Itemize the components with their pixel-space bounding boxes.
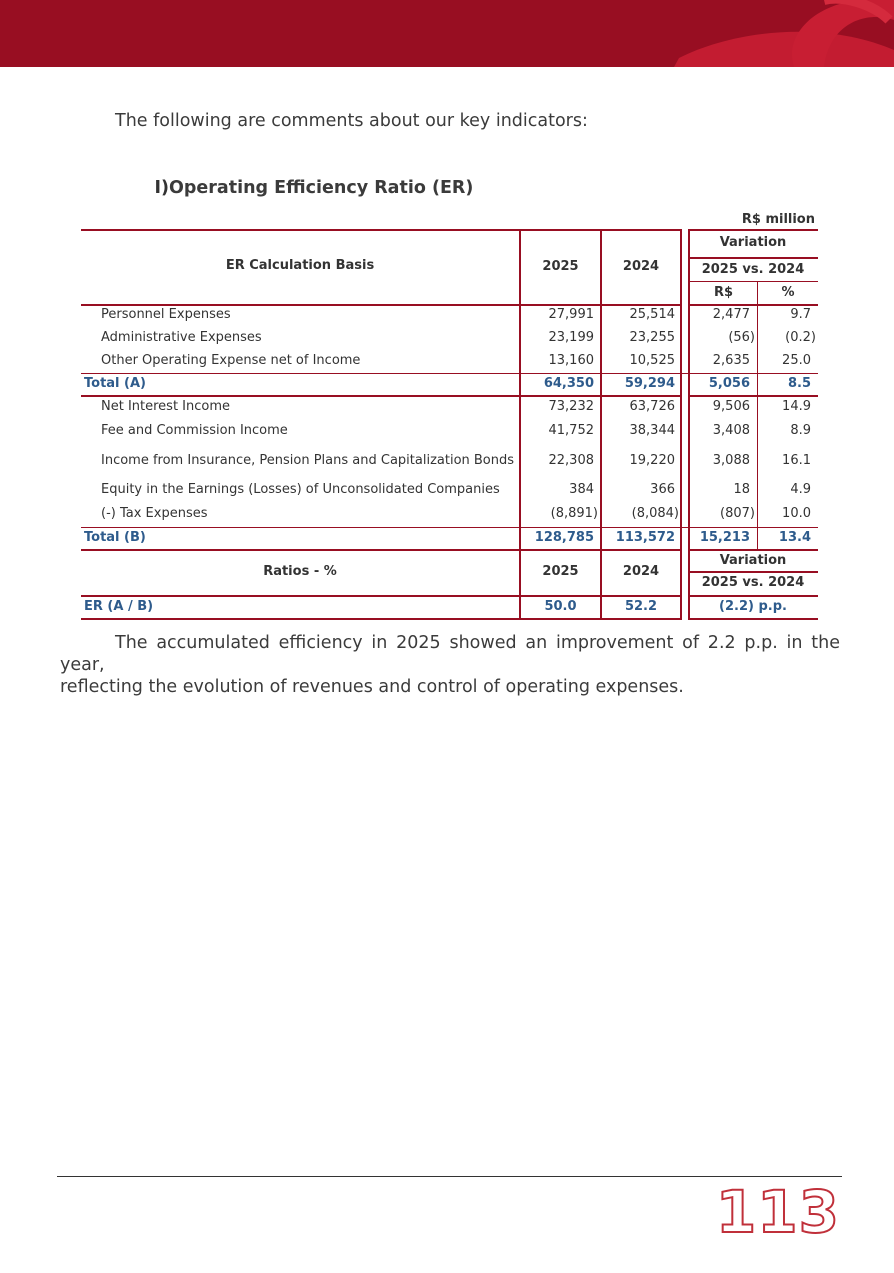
header-basis: ER Calculation Basis: [225, 258, 375, 273]
er-2024: 52.2: [624, 599, 658, 614]
ratios-header-label: Ratios - %: [263, 564, 337, 579]
table-rule: [757, 281, 758, 551]
cell-2025: 384: [569, 482, 594, 497]
header-variation: Variation: [719, 235, 787, 250]
cell-var: (56): [728, 330, 755, 345]
cell-2025: 23,199: [548, 330, 594, 345]
row-label: Other Operating Expense net of Income: [101, 353, 361, 368]
table-rule: [688, 595, 818, 597]
cell-var: 3,408: [712, 423, 750, 438]
table-rule: [81, 229, 682, 231]
table-rule: [688, 618, 818, 620]
row-label: Fee and Commission Income: [101, 423, 288, 438]
table-rule: [688, 257, 818, 259]
footer-divider: [57, 1176, 842, 1177]
cell-2024: 23,255: [629, 330, 675, 345]
header-var-rs: R$: [713, 285, 734, 300]
cell-2025: 27,991: [548, 307, 594, 322]
cell-2024: 113,572: [615, 530, 675, 545]
cell-2024: 10,525: [629, 353, 675, 368]
ratios-header-2024: 2024: [622, 564, 660, 579]
cell-var: 5,056: [708, 376, 750, 391]
table-rule: [688, 395, 818, 397]
cell-2024: 63,726: [629, 399, 675, 414]
cell-2025: (8,891): [550, 506, 598, 521]
cell-2024: 38,344: [629, 423, 675, 438]
header-banner: [0, 0, 894, 67]
er-2025: 50.0: [544, 599, 577, 614]
cell-2025: 73,232: [548, 399, 594, 414]
cell-pct: 16.1: [782, 453, 811, 468]
table-rule: [688, 571, 818, 573]
table-rule: [81, 595, 682, 597]
cell-pct: 8.5: [787, 376, 811, 391]
er-label: ER (A / B): [84, 599, 154, 614]
table-rule: [688, 304, 818, 306]
section-title: Operating Efficiency Ratio (ER): [169, 178, 474, 198]
header-2025: 2025: [542, 259, 579, 274]
row-label: Net Interest Income: [101, 399, 231, 414]
er-table: [81, 229, 818, 621]
table-rule: [81, 373, 818, 374]
page-number: 113: [715, 1178, 840, 1246]
cell-var: (807): [720, 506, 755, 521]
table-rule: [81, 527, 818, 528]
cell-2024: 25,514: [629, 307, 675, 322]
table-rule: [680, 229, 682, 620]
table-rule: [688, 229, 818, 231]
row-label: (-) Tax Expenses: [101, 506, 208, 521]
conclusion-line-1: The accumulated efficiency in 2025 showed an improvement of 2.2 p.p. in the year,: [60, 633, 840, 675]
row-label: Equity in the Earnings (Losses) of Unconsolidated Companies: [101, 482, 500, 497]
cell-var: 15,213: [699, 530, 750, 545]
row-label: Income from Insurance, Pension Plans and Capitalization Bonds: [101, 453, 515, 468]
row-label: Administrative Expenses: [101, 330, 262, 345]
table-rule: [81, 549, 682, 551]
total-a-label: Total (A): [84, 376, 146, 391]
cell-2024: (8,084): [631, 506, 679, 521]
cell-pct: (0.2): [785, 330, 816, 345]
er-variation: (2.2) p.p.: [719, 599, 787, 614]
conclusion-paragraph: [60, 632, 840, 698]
row-label: Personnel Expenses: [101, 307, 231, 322]
cell-2024: 366: [650, 482, 675, 497]
section-heading: [115, 178, 473, 198]
cell-var: 18: [733, 482, 750, 497]
cell-pct: 4.9: [790, 482, 811, 497]
cell-2025: 41,752: [548, 423, 594, 438]
cell-var: 2,477: [712, 307, 750, 322]
header-variation-period: 2025 vs. 2024: [701, 262, 805, 277]
header-var-pct: %: [781, 285, 795, 300]
cell-2025: 13,160: [548, 353, 594, 368]
table-rule: [81, 304, 682, 306]
intro-text: The following are comments about our key indicators:: [115, 111, 588, 131]
table-rule: [81, 618, 682, 620]
cell-var: 3,088: [712, 453, 750, 468]
cell-2025: 128,785: [534, 530, 594, 545]
total-b-label: Total (B): [84, 530, 146, 545]
cell-var: 2,635: [712, 353, 750, 368]
header-2024: 2024: [622, 259, 660, 274]
cell-2025: 22,308: [548, 453, 594, 468]
cell-pct: 14.9: [782, 399, 811, 414]
table-rule: [81, 395, 682, 397]
cell-2024: 59,294: [624, 376, 675, 391]
section-number: I): [154, 178, 169, 198]
cell-2025: 64,350: [543, 376, 594, 391]
cell-pct: 25.0: [782, 353, 811, 368]
ratios-header-variation: Variation: [719, 553, 787, 568]
brand-flame-icon: [674, 0, 894, 67]
ratios-header-2025: 2025: [542, 564, 579, 579]
cell-pct: 9.7: [790, 307, 811, 322]
cell-pct: 8.9: [790, 423, 811, 438]
table-rule: [688, 281, 818, 282]
cell-pct: 13.4: [778, 530, 811, 545]
cell-var: 9,506: [712, 399, 750, 414]
cell-pct: 10.0: [782, 506, 811, 521]
ratios-header-variation-period: 2025 vs. 2024: [701, 575, 805, 590]
conclusion-line-2: reflecting the evolution of revenues and control of operating expenses.: [60, 677, 684, 697]
unit-note: R$ million: [741, 212, 815, 227]
table-rule: [688, 549, 818, 551]
cell-2024: 19,220: [629, 453, 675, 468]
